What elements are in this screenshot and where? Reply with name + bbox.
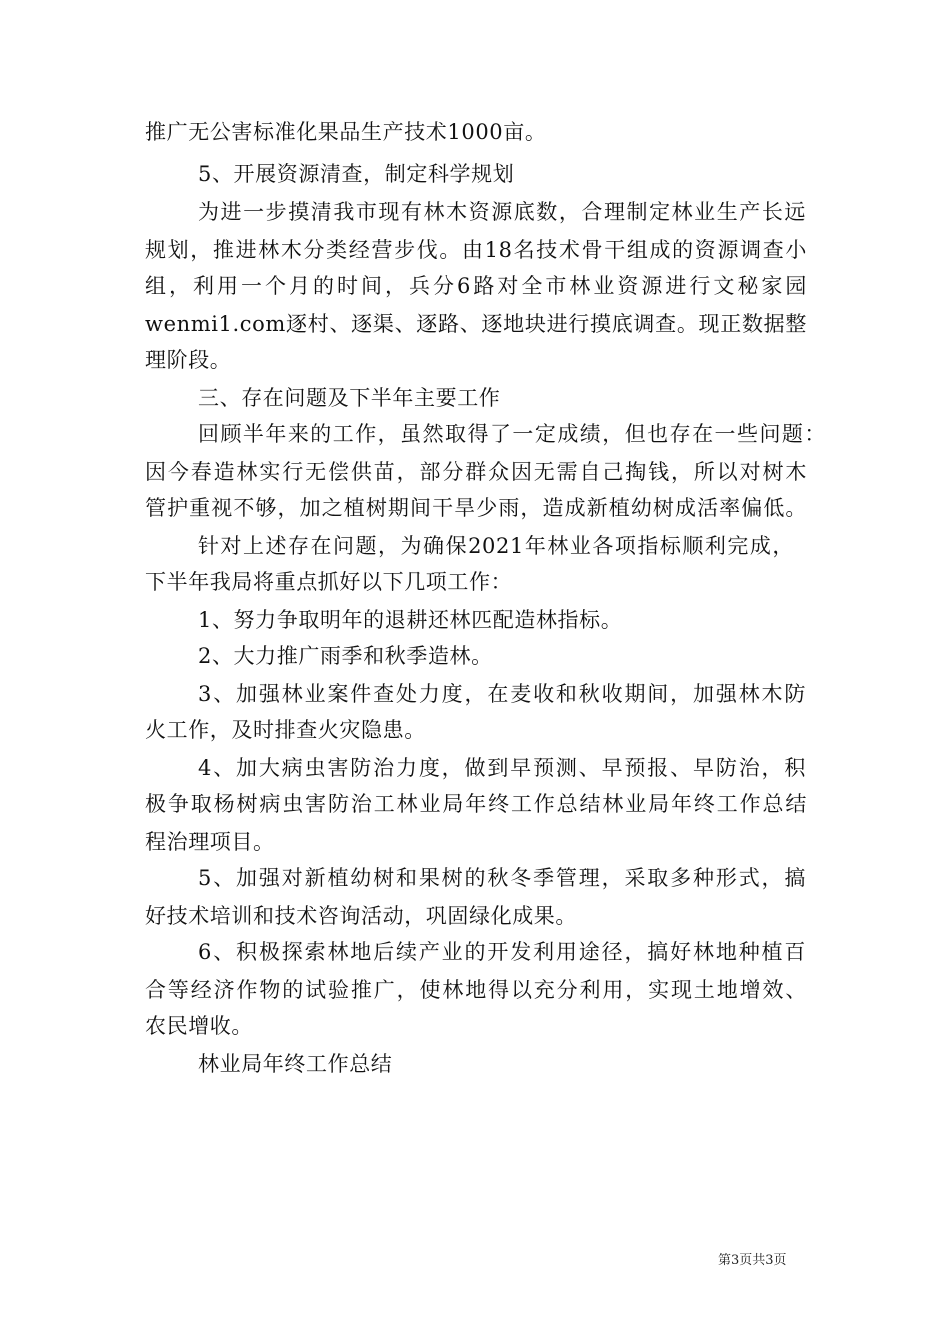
list-item: 3、加强林业案件查处力度，在麦收和秋收期间，加强林木防 [198, 682, 806, 706]
list-item-continuation: 火工作，及时排查火灾隐患。 [145, 718, 426, 742]
paragraph-line: 规划，推进林木分类经营步伐。由18名技术骨干组成的资源调查小 [145, 238, 807, 262]
list-item-continuation: 好技术培训和技术咨询活动，巩固绿化成果。 [145, 904, 577, 928]
list-item: 6、积极探索林地后续产业的开发利用途径，搞好林地种植百 [198, 940, 806, 964]
paragraph-line: 推广无公害标准化果品生产技术1000亩。 [145, 120, 547, 144]
list-item: 5、加强对新植幼树和果树的秋冬季管理，采取多种形式，搞 [198, 866, 806, 890]
list-item-continuation: 农民增收。 [145, 1014, 253, 1038]
closing-title: 林业局年终工作总结 [198, 1052, 393, 1076]
paragraph-line: 组，利用一个月的时间，兵分6路对全市林业资源进行文秘家园 [145, 274, 807, 298]
paragraph-line: 回顾半年来的工作，虽然取得了一定成绩，但也存在一些问题： [198, 422, 826, 446]
paragraph-line: 下半年我局将重点抓好以下几项工作： [145, 570, 513, 594]
paragraph-line: 因今春造林实行无偿供苗，部分群众因无需自己掏钱，所以对树木 [145, 460, 807, 484]
section-heading: 三、存在问题及下半年主要工作 [198, 386, 501, 410]
paragraph-line: 为进一步摸清我市现有林木资源底数，合理制定林业生产长远 [198, 200, 806, 224]
list-item: 1、努力争取明年的退耕还林匹配造林指标。 [198, 608, 623, 632]
section-heading: 5、开展资源清查，制定科学规划 [198, 162, 515, 186]
paragraph-line: wenmi1.com逐村、逐渠、逐路、逐地块进行摸底调查。现正数据整 [145, 312, 807, 336]
list-item-continuation: 极争取杨树病虫害防治工林业局年终工作总结林业局年终工作总结 [145, 792, 807, 816]
paragraph-line: 理阶段。 [145, 348, 232, 372]
list-item: 2、大力推广雨季和秋季造林。 [198, 644, 493, 668]
list-item-continuation: 程治理项目。 [145, 830, 275, 854]
list-item: 4、加大病虫害防治力度，做到早预测、早预报、早防治，积 [198, 756, 806, 780]
list-item-continuation: 合等经济作物的试验推广，使林地得以充分利用，实现土地增效、 [145, 978, 807, 1002]
page-number: 第3页共3页 [718, 1253, 787, 1268]
paragraph-line: 针对上述存在问题，为确保2021年林业各项指标顺利完成， [198, 534, 794, 558]
paragraph-line: 管护重视不够，加之植树期间干旱少雨，造成新植幼树成活率偏低。 [145, 496, 807, 520]
